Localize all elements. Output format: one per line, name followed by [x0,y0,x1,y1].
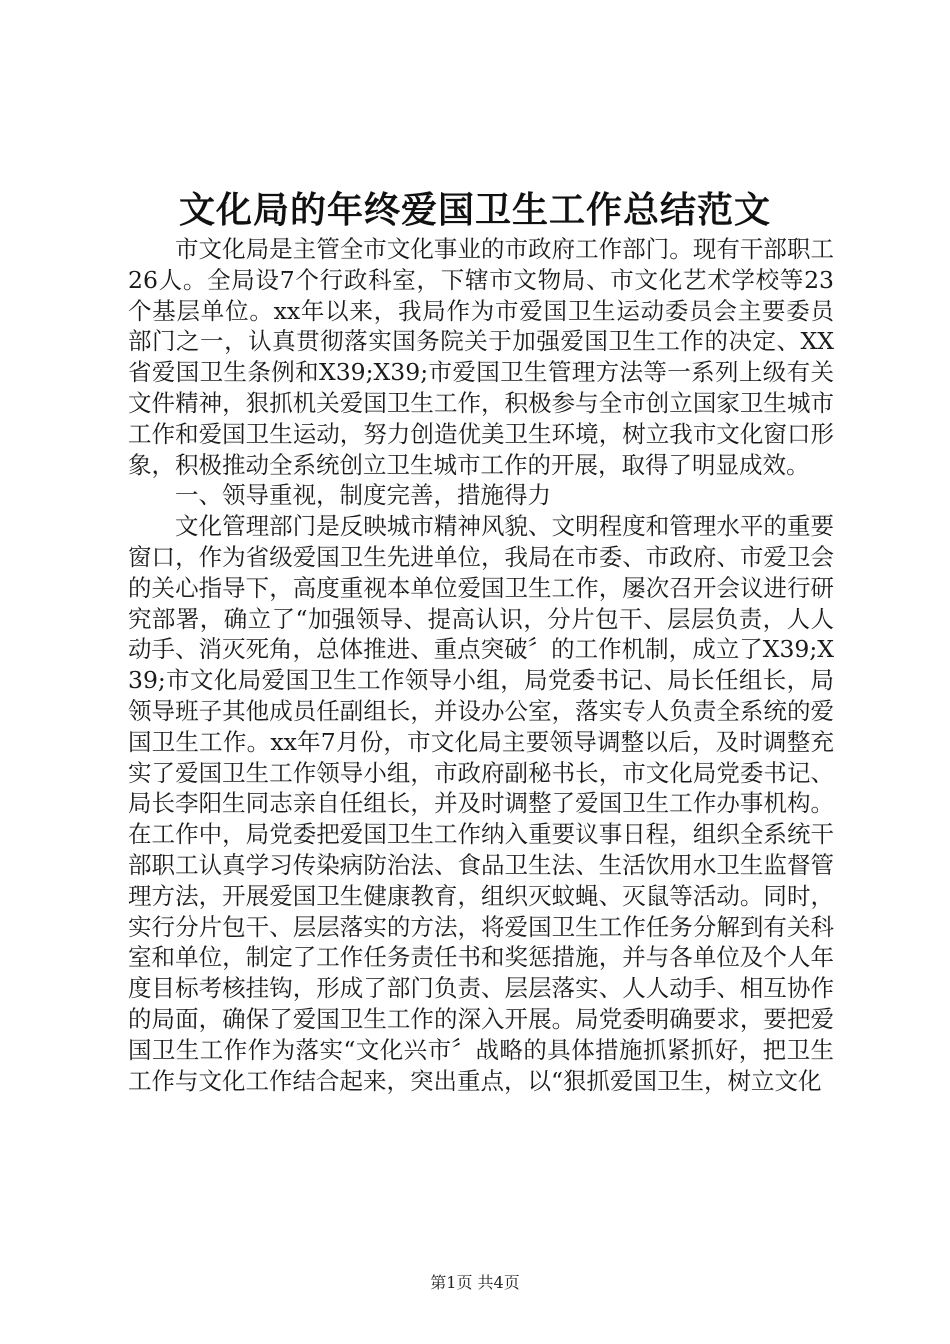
paragraph-intro: 市文化局是主管全市文化事业的市政府工作部门。现有干部职工26人。全局设7个行政科室，下辖市文物局、市文化艺术学校等23个基层单位。xx年以来，我局作为市爱国卫生运动委员会主要委员部门之一，认真贯彻落实国务院关于加强爱国卫生工作的决定、XX省爱国卫生条例和X39;X39;市爱国卫生管理方法等一系列上级有关文件精神，狠抓机关爱国卫生工作，积极参与全市创立国家卫生城市工作和爱国卫生运动，努力创造优美卫生环境，树立我市文化窗口形象，积极推动全系统创立卫生城市工作的开展，取得了明显成效。 [128,235,834,479]
page-footer: 第1页 共4页 [430,1273,520,1292]
section-heading-1: 一、领导重视，制度完善，措施得力 [175,481,551,510]
document-title: 文化局的年终爱国卫生工作总结范文 [178,189,771,231]
paragraph-section-1: 文化管理部门是反映城市精神风貌、文明程度和管理水平的重要窗口，作为省级爱国卫生先进单位，我局在市委、市政府、市爱卫会的关心指导下，高度重视本单位爱国卫生工作，屡次召开会议进行研究部署，确立了“加强领导、提高认识，分片包干、层层负责，人人动手、消灭死角，总体推进、重点突破〞的工作机制，成立了X39;X39;市文化局爱国卫生工作领导小组，局党委书记、局长任组长，局领导班子其他成员任副组长，并设办公室，落实专人负责全系统的爱国卫生工作。xx年7月份，市文化局主要领导调整以后，及时调整充实了爱国卫生工作领导小组，市政府副秘书长，市文化局党委书记、局长李阳生同志亲自任组长，并及时调整了爱国卫生工作办事机构。在工作中，局党委把爱国卫生工作纳入重要议事日程，组织全系统干部职工认真学习传染病防治法、食品卫生法、生活饮用水卫生监督管理方法，开展爱国卫生健康教育，组织灭蚊蝇、灭鼠等活动。同时，实行分片包干、层层落实的方法，将爱国卫生工作任务分解到有关科室和单位，制定了工作任务责任书和奖惩措施，并与各单位及个人年度目标考核挂钩，形成了部门负责、层层落实、人人动手、相互协作的局面，确保了爱国卫生工作的深入开展。局党委明确要求，要把爱国卫生工作作为落实“文化兴市〞战略的具体措施抓紧抓好，把卫生工作与文化工作结合起来，突出重点，以“狠抓爱国卫生，树立文化 [128,512,834,1095]
document-body [128,234,834,1096]
